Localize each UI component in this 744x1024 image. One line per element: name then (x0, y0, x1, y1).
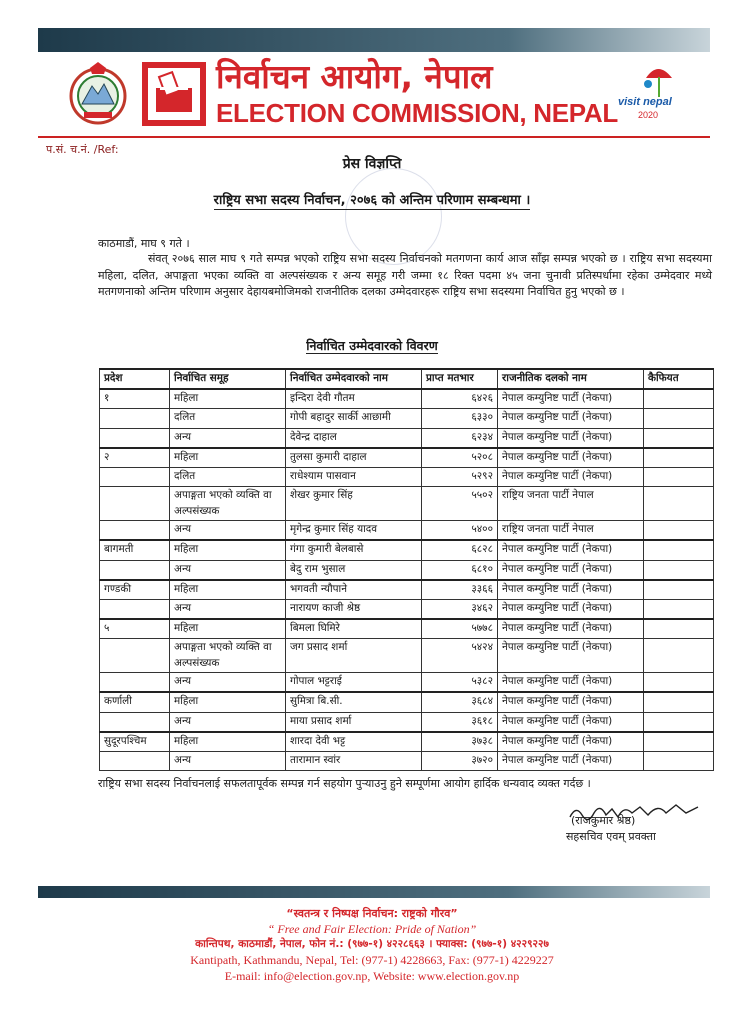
table-cell-province: कर्णाली (100, 692, 170, 712)
table-cell-votes: ३६८४ (422, 692, 498, 712)
table-cell-province: बागमती (100, 540, 170, 560)
table-cell-province (100, 599, 170, 619)
table-cell-group: महिला (170, 619, 286, 639)
visit-nepal-logo (618, 60, 700, 130)
table-cell-remarks (644, 487, 714, 521)
table-cell-name: इन्दिरा देवी गौतम (286, 389, 422, 409)
table-cell-province: २ (100, 448, 170, 468)
table-cell-name: शारदा देवी भट्ट (286, 732, 422, 752)
table-cell-province (100, 521, 170, 541)
table-row (100, 599, 714, 619)
table-cell-votes: ३७२० (422, 752, 498, 771)
table-row (100, 580, 714, 600)
table-cell-name: माया प्रसाद शर्मा (286, 712, 422, 732)
table-cell-party: नेपाल कम्युनिष्ट पार्टी (नेकपा) (498, 752, 644, 771)
table-cell-party: नेपाल कम्युनिष्ट पार्टी (नेकपा) (498, 732, 644, 752)
table-cell-province (100, 673, 170, 693)
table-cell-party: नेपाल कम्युनिष्ट पार्टी (नेकपा) (498, 389, 644, 409)
table-cell-votes: ५२९२ (422, 467, 498, 486)
table-cell-party: राष्ट्रिय जनता पार्टी नेपाल (498, 521, 644, 541)
table-cell-group: अन्य (170, 752, 286, 771)
column-header: कैफियत (644, 369, 714, 389)
election-commission-logo (142, 62, 206, 126)
press-release-heading: प्रेस विज्ञप्ति (342, 156, 402, 172)
umbrella-icon (618, 60, 700, 98)
nepal-emblem-icon (66, 60, 130, 126)
table-row (100, 560, 714, 580)
table-cell-name: गोपाल भट्टराई (286, 673, 422, 693)
table-cell-remarks (644, 619, 714, 639)
table-cell-party: नेपाल कम्युनिष्ट पार्टी (नेकपा) (498, 692, 644, 712)
table-cell-party: नेपाल कम्युनिष्ट पार्टी (नेकपा) (498, 639, 644, 673)
table-cell-group: अन्य (170, 673, 286, 693)
table-cell-votes: ५७७८ (422, 619, 498, 639)
table-row (100, 712, 714, 732)
table-cell-party: नेपाल कम्युनिष्ट पार्टी (नेकपा) (498, 428, 644, 448)
table-cell-party: नेपाल कम्युनिष्ट पार्टी (नेकपा) (498, 409, 644, 428)
table-cell-name: गोपी बहादुर सार्की आछामी (286, 409, 422, 428)
body-text: संवत् २०७६ साल माघ ९ गते सम्पन्न भएको राष्ट्रिय सभा सदस्य निर्वाचनको मतगणना कार्य आज साँझ सम्पन्न भएको छ । राष्ट्रिय सभा सदस्यमा महिला, दलित, अपाङ्गता भएका व्यक्ति वा अल्पसंख्यक र अन्य समूह गरी जम्मा १८ रिक्त पदमा ४५ जना चुनावी प्रतिस्पर्धामा रहेका उम्मेदवार मध्ये मतगणनाको अन्तिम परिणाम अनुसार देहायबमोजिमको राजनीतिक दलका उम्मेदवारहरू राष्ट्रिय सभा सदस्यमा निर्वाचित हुनु भएको छ । (98, 252, 712, 299)
table-cell-party: नेपाल कम्युनिष्ट पार्टी (नेकपा) (498, 560, 644, 580)
table-cell-votes: ६४२६ (422, 389, 498, 409)
closing-thanks: राष्ट्रिय सभा सदस्य निर्वाचनलाई सफलतापूर्वक सम्पन्न गर्न सहयोग पुर्‍याउनु हुने सम्पूर्णमा आयोग हार्दिक धन्यवाद व्यक्त गर्दछ । (98, 777, 591, 790)
table-row (100, 692, 714, 712)
table-cell-remarks (644, 639, 714, 673)
dateline: काठमाडौं, माघ ९ गते । (98, 237, 190, 250)
table-cell-name: बेदु राम भुसाल (286, 560, 422, 580)
table-cell-group: महिला (170, 448, 286, 468)
table-row (100, 639, 714, 673)
table-cell-province: ५ (100, 619, 170, 639)
table-cell-group: महिला (170, 580, 286, 600)
column-header: प्राप्त मतभार (422, 369, 498, 389)
table-cell-remarks (644, 521, 714, 541)
results-table-body (100, 389, 714, 771)
table-cell-group: दलित (170, 467, 286, 486)
table-cell-province: गण्डकी (100, 580, 170, 600)
table-cell-group: महिला (170, 732, 286, 752)
table-cell-group: दलित (170, 409, 286, 428)
table-cell-name: गंगा कुमारी बेलबासे (286, 540, 422, 560)
table-cell-province: १ (100, 389, 170, 409)
table-cell-province (100, 639, 170, 673)
table-cell-votes: ६८२८ (422, 540, 498, 560)
table-cell-group: महिला (170, 692, 286, 712)
table-cell-votes: ३७३८ (422, 732, 498, 752)
table-cell-group: अन्य (170, 560, 286, 580)
table-cell-votes: ५४०० (422, 521, 498, 541)
table-cell-name: शेखर कुमार सिंह (286, 487, 422, 521)
table-cell-province: सुदूरपश्चिम (100, 732, 170, 752)
table-cell-province (100, 560, 170, 580)
table-cell-votes: ३६१८ (422, 712, 498, 732)
table-cell-name: देवेन्द्र दाहाल (286, 428, 422, 448)
table-cell-votes: ५४२४ (422, 639, 498, 673)
table-header-row (100, 369, 714, 389)
footer-slogan-nepali: “स्वतन्त्र र निष्पक्ष निर्वाचन: राष्ट्रको गौरव” (286, 907, 458, 920)
footer-contact: E-mail: info@election.gov.np, Website: www.election.gov.np (224, 969, 520, 983)
table-cell-group: महिला (170, 540, 286, 560)
table-row (100, 487, 714, 521)
table-cell-votes: ३४६२ (422, 599, 498, 619)
table-cell-province (100, 752, 170, 771)
results-table (99, 368, 714, 771)
table-cell-name: भगवती न्यौपाने (286, 580, 422, 600)
table-row (100, 619, 714, 639)
table-cell-remarks (644, 752, 714, 771)
table-cell-group: अपाङ्गता भएको व्यक्ति वा अल्पसंख्यक (170, 639, 286, 673)
table-cell-remarks (644, 560, 714, 580)
table-cell-votes: ६३३० (422, 409, 498, 428)
table-cell-party: नेपाल कम्युनिष्ट पार्टी (नेकपा) (498, 580, 644, 600)
table-row (100, 752, 714, 771)
table-cell-party: नेपाल कम्युनिष्ट पार्टी (नेकपा) (498, 448, 644, 468)
column-header: निर्वाचित समूह (170, 369, 286, 389)
table-cell-province (100, 428, 170, 448)
table-cell-party: नेपाल कम्युनिष्ट पार्टी (नेकपा) (498, 599, 644, 619)
footer-address-nepali: कान्तिपथ, काठमाडौं, नेपाल, फोन नं.: (९७७-१) ४२२८६६३ । फ्याक्स: (९७७-१) ४२२९२२७ (195, 938, 549, 950)
signatory-role: सहसचिव एवम् प्रवक्ता (566, 830, 656, 843)
table-row (100, 409, 714, 428)
table-cell-remarks (644, 448, 714, 468)
table-cell-votes: ३३६६ (422, 580, 498, 600)
table-cell-name: जग प्रसाद शर्मा (286, 639, 422, 673)
table-cell-party: राष्ट्रिय जनता पार्टी नेपाल (498, 487, 644, 521)
table-title (0, 337, 744, 354)
table-cell-group: महिला (170, 389, 286, 409)
table-cell-name: सुमित्रा बि.सी. (286, 692, 422, 712)
title-english: ELECTION COMMISSION, NEPAL (216, 98, 618, 128)
subject-line (0, 190, 744, 208)
table-cell-remarks (644, 389, 714, 409)
table-cell-remarks (644, 692, 714, 712)
table-cell-province (100, 487, 170, 521)
visit-nepal-text: visit nepal (618, 96, 672, 108)
table-cell-group: अपाङ्गता भएको व्यक्ति वा अल्पसंख्यक (170, 487, 286, 521)
table-cell-group: अन्य (170, 712, 286, 732)
table-cell-votes: ५३८२ (422, 673, 498, 693)
subject-text: राष्ट्रिय सभा सदस्य निर्वाचन, २०७६ को अन्तिम परिणाम सम्बन्धमा । (213, 193, 531, 208)
table-row (100, 448, 714, 468)
body-paragraph (98, 251, 712, 301)
footer-address-english: Kantipath, Kathmandu, Nepal, Tel: (977-1) 4228663, Fax: (977-1) 4229227 (190, 953, 554, 967)
column-header: निर्वाचित उम्मेदवारको नाम (286, 369, 422, 389)
table-cell-party: नेपाल कम्युनिष्ट पार्टी (नेकपा) (498, 467, 644, 486)
table-cell-group: अन्य (170, 428, 286, 448)
table-cell-remarks (644, 409, 714, 428)
table-cell-votes: ५२०८ (422, 448, 498, 468)
reference-label: प.सं. च.नं. /Ref: (46, 143, 119, 156)
table-cell-remarks (644, 580, 714, 600)
column-header: राजनीतिक दलको नाम (498, 369, 644, 389)
title-nepali: निर्वाचन आयोग, नेपाल (216, 57, 493, 96)
table-cell-party: नेपाल कम्युनिष्ट पार्टी (नेकपा) (498, 712, 644, 732)
table-cell-party: नेपाल कम्युनिष्ट पार्टी (नेकपा) (498, 673, 644, 693)
signatory-name: (राजकुमार श्रेष्ठ) (571, 814, 636, 827)
table-row (100, 467, 714, 486)
table-cell-group: अन्य (170, 599, 286, 619)
table-cell-remarks (644, 428, 714, 448)
table-row (100, 389, 714, 409)
table-cell-name: राधेश्याम पासवान (286, 467, 422, 486)
table-cell-party: नेपाल कम्युनिष्ट पार्टी (नेकपा) (498, 540, 644, 560)
table-row (100, 521, 714, 541)
table-cell-province (100, 712, 170, 732)
table-cell-name: बिमला घिमिरे (286, 619, 422, 639)
table-cell-remarks (644, 467, 714, 486)
table-cell-remarks (644, 599, 714, 619)
ballot-box-icon (148, 68, 200, 120)
table-row (100, 428, 714, 448)
table-cell-votes: ५५०२ (422, 487, 498, 521)
table-row (100, 673, 714, 693)
table-cell-name: मृगेन्द्र कुमार सिंह यादव (286, 521, 422, 541)
table-cell-remarks (644, 712, 714, 732)
footer-bar (38, 886, 710, 898)
table-cell-group: अन्य (170, 521, 286, 541)
table-cell-name: नारायण काजी श्रेष्ठ (286, 599, 422, 619)
table-cell-province (100, 409, 170, 428)
header-top-bar (38, 28, 710, 52)
table-cell-votes: ६८१० (422, 560, 498, 580)
table-cell-name: तारामान स्वांर (286, 752, 422, 771)
table-cell-remarks (644, 540, 714, 560)
table-cell-remarks (644, 732, 714, 752)
table-cell-remarks (644, 673, 714, 693)
letterhead (38, 52, 710, 138)
table-title-text: निर्वाचित उम्मेदवारको विवरण (306, 338, 438, 353)
table-row (100, 732, 714, 752)
table-cell-votes: ६२३४ (422, 428, 498, 448)
table-cell-province (100, 467, 170, 486)
column-header: प्रदेश (100, 369, 170, 389)
table-cell-party: नेपाल कम्युनिष्ट पार्टी (नेकपा) (498, 619, 644, 639)
table-cell-name: तुलसा कुमारी दाहाल (286, 448, 422, 468)
table-row (100, 540, 714, 560)
visit-nepal-year: 2020 (638, 110, 659, 120)
footer-slogan-english: “ Free and Fair Election: Pride of Nation” (267, 922, 477, 936)
